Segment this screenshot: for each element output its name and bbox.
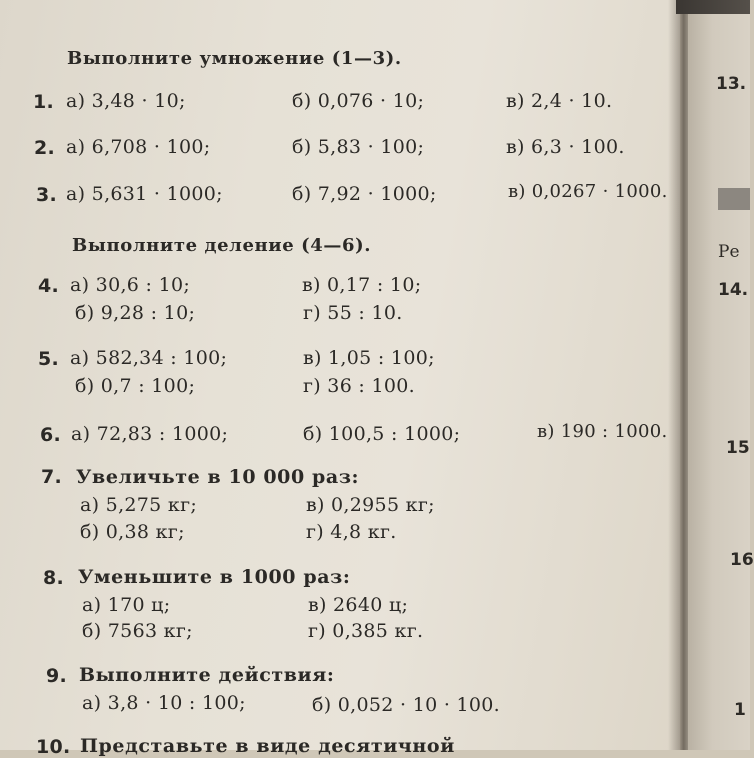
right-page-number-14: 14. xyxy=(718,280,749,300)
right-page-number-17: 1 xyxy=(734,700,746,720)
problem-6-a: а) 72,83 : 1000; xyxy=(71,423,229,445)
problem-5-a: а) 582,34 : 100; xyxy=(70,347,228,369)
problem-number-2: 2. xyxy=(34,137,56,159)
problem-2-a: а) 6,708 · 100; xyxy=(66,136,211,158)
problem-number-3: 3. xyxy=(36,184,58,206)
problem-3-a: а) 5,631 · 1000; xyxy=(66,183,223,205)
problem-number-9: 9. xyxy=(46,665,68,687)
problem-10-title: Представьте в виде десятичной xyxy=(80,735,455,757)
problem-9-title: Выполните действия: xyxy=(79,664,335,686)
problem-4-d: г) 55 : 10. xyxy=(303,302,403,324)
problem-8-c: в) 2640 ц; xyxy=(308,594,409,616)
right-page-number-13: 13. xyxy=(716,74,747,94)
problem-number-8: 8. xyxy=(43,567,65,589)
problem-4-b: б) 9,28 : 10; xyxy=(75,302,196,324)
problem-7-d: г) 4,8 кг. xyxy=(306,521,397,543)
problem-2-b: б) 5,83 · 100; xyxy=(292,136,425,158)
right-page xyxy=(688,0,750,750)
problem-1-c: в) 2,4 · 10. xyxy=(506,90,613,112)
problem-5-b: б) 0,7 : 100; xyxy=(75,375,196,397)
right-page-number-15: 15 xyxy=(726,438,750,458)
problem-7-title: Увеличьте в 10 000 раз: xyxy=(76,466,360,488)
problem-6-b: б) 100,5 : 1000; xyxy=(303,423,461,445)
section-heading-division: Выполните деление (4—6). xyxy=(72,235,372,256)
problem-number-4: 4. xyxy=(38,275,60,297)
problem-4-c: в) 0,17 : 10; xyxy=(302,274,422,296)
problem-7-a: а) 5,275 кг; xyxy=(80,494,198,516)
problem-number-10: 10. xyxy=(36,736,71,758)
problem-9-b: б) 0,052 · 10 · 100. xyxy=(312,694,501,716)
right-page-fragment-re: Ре xyxy=(718,242,740,262)
problem-8-b: б) 7563 кг; xyxy=(82,620,193,642)
problem-2-c: в) 6,3 · 100. xyxy=(506,136,625,158)
problem-3-c: в) 0,0267 · 1000. xyxy=(508,181,668,202)
problem-6-c: в) 190 : 1000. xyxy=(537,421,668,442)
problem-1-b: б) 0,076 · 10; xyxy=(292,90,425,112)
problem-8-title: Уменьшите в 1000 раз: xyxy=(78,566,351,588)
problem-5-d: г) 36 : 100. xyxy=(303,375,415,397)
problem-4-a: а) 30,6 : 10; xyxy=(70,274,191,296)
right-page-number-16: 16 xyxy=(730,550,754,570)
problem-number-6: 6. xyxy=(40,424,62,446)
problem-number-1: 1. xyxy=(33,91,55,113)
problem-1-a: а) 3,48 · 10; xyxy=(66,90,186,112)
section-heading-multiplication: Выполните умножение (1—3). xyxy=(67,48,402,69)
problem-9-a: а) 3,8 · 10 : 100; xyxy=(82,692,246,714)
right-page-dark-bar xyxy=(718,188,750,210)
page-edge-shadow xyxy=(676,0,750,14)
problem-8-a: а) 170 ц; xyxy=(82,594,171,616)
problem-7-b: б) 0,38 кг; xyxy=(80,521,185,543)
problem-number-7: 7. xyxy=(41,466,63,488)
problem-3-b: б) 7,92 · 1000; xyxy=(292,183,437,205)
problem-number-5: 5. xyxy=(38,348,60,370)
problem-5-c: в) 1,05 : 100; xyxy=(303,347,435,369)
problem-8-d: г) 0,385 кг. xyxy=(308,620,424,642)
problem-7-c: в) 0,2955 кг; xyxy=(306,494,435,516)
